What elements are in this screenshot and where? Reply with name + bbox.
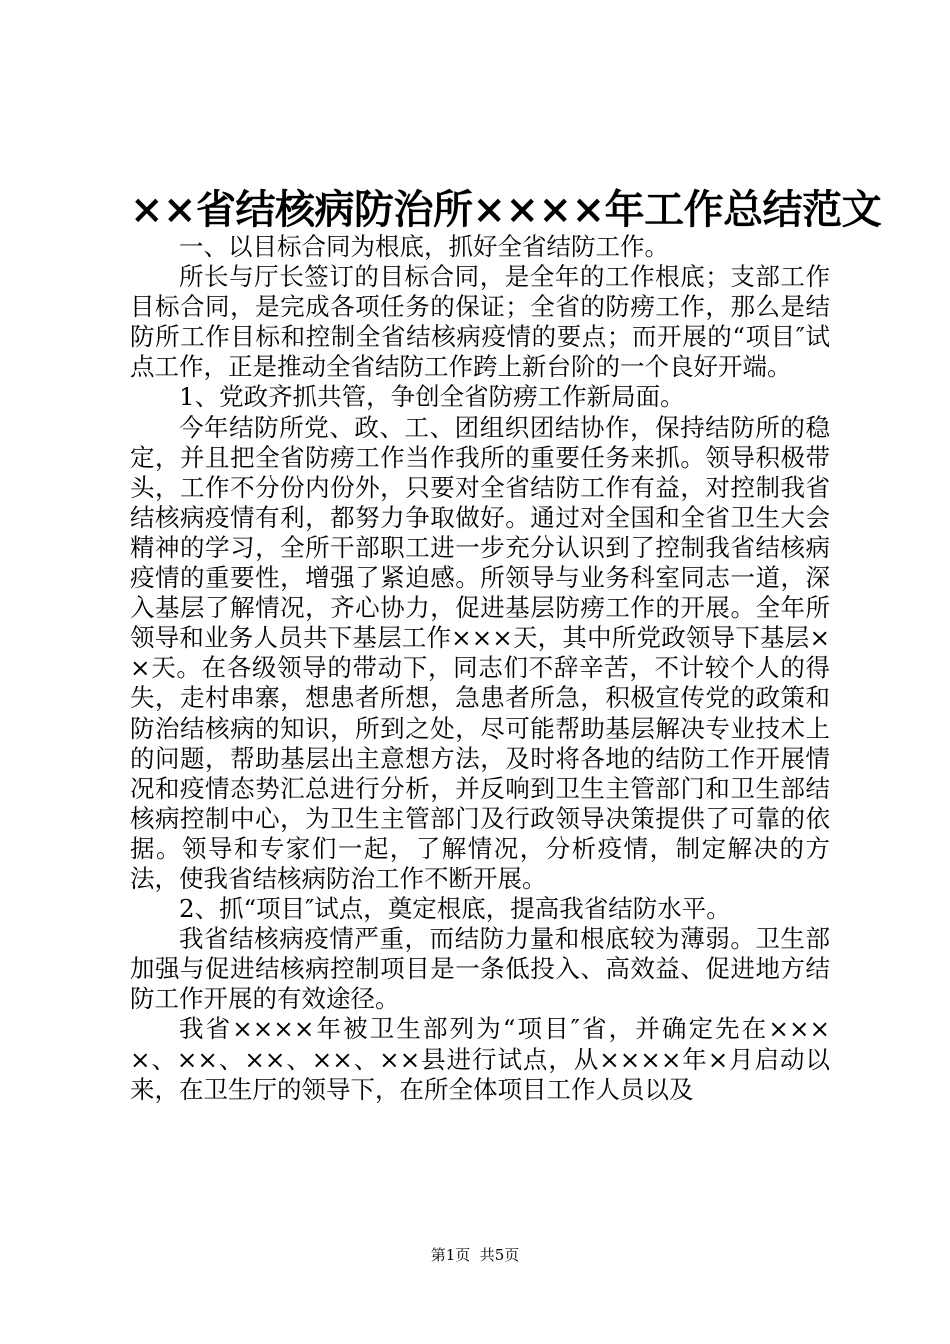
paragraph: 今年结防所党、政、工、团组织团结协作，保持结防所的稳定，并且把全省防痨工作当作我所的重要任务来抓。领导积极带头，工作不分份内份外，只要对全省结防工作有益，对控制我省结核病疫情有利，都努力争取做好。通过对全国和全省卫生大会精神的学习，全所干部职工进一步充分认识到了控制我省结核病疫情的重要性，增强了紧迫感。所领导与业务科室同志一道，深入基层了解情况，齐心协力，促进基层防痨工作的开展。全年所领导和业务人员共下基层工作×××天，其中所党政领导下基层××天。在各级领导的带动下，同志们不辞辛苦，不计较个人的得失，走村串寨，想患者所想，急患者所急，积极宣传党的政策和防治结核病的知识，所到之处，尽可能帮助基层解决专业技术上的问题，帮助基层出主意想方法，及时将各地的结防工作开展情况和疫情态势汇总进行分析，并反响到卫生主管部门和卫生部结核病控制中心，为卫生主管部门及行政领导决策提供了可靠的依据。领导和专家们一起，了解情况，分析疫情，制定解决的方法，使我省结核病防治工作不断开展。 — [130, 412, 830, 893]
paragraph: 所长与厅长签订的目标合同，是全年的工作根底；支部工作目标合同，是完成各项任务的保证；全省的防痨工作，那么是结防所工作目标和控制全省结核病疫情的要点；而开展的“项目″试点工作，正是推动全省结防工作跨上新台阶的一个良好开端。 — [130, 262, 830, 382]
paragraph-section-heading: 一、以目标合同为根底，抓好全省结防工作。 — [179, 232, 669, 261]
page-number: 第1页 共5页 — [430, 1246, 520, 1264]
paragraph: 我省结核病疫情严重，而结防力量和根底较为薄弱。卫生部加强与促进结核病控制项目是一条低投入、高效益、促进地方结防工作开展的有效途径。 — [130, 924, 830, 1014]
paragraph-subheading: 1、党政齐抓共管，争创全省防痨工作新局面。 — [179, 382, 685, 412]
document-title: ××省结核病防治所××××年工作总结范文 — [130, 186, 882, 233]
document-body — [130, 232, 830, 1105]
paragraph-subheading: 2、抓“项目″试点，奠定根底，提高我省结防水平。 — [179, 894, 731, 924]
paragraph: 我省××××年被卫生部列为“项目″省，并确定先在××××、××、××、××、××县进行试点，从××××年×月启动以来，在卫生厅的领导下，在所全体项目工作人员以及 — [130, 1014, 830, 1104]
page-footer — [0, 1245, 950, 1265]
